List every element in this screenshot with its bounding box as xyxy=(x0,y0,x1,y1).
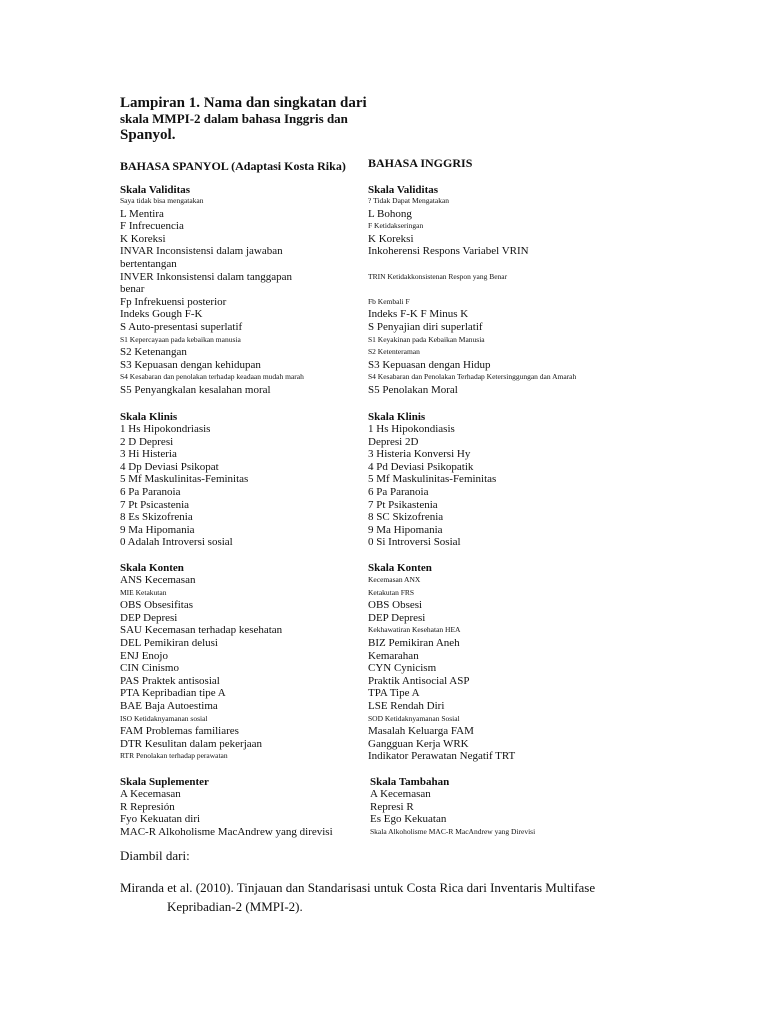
scale-item: SOD Ketidaknyamanan Sosial xyxy=(368,713,460,723)
scale-item: DEP Depresi xyxy=(120,611,178,624)
scale-item: OBS Obsesifitas xyxy=(120,599,194,612)
scale-item: S5 Penolakan Moral xyxy=(368,383,458,396)
scale-item: PAS Praktek antisosial xyxy=(120,674,220,687)
scale-item: Indeks F-K F Minus K xyxy=(368,308,469,321)
source-label: Diambil dari: xyxy=(120,848,190,863)
scale-item: INVER Inkonsistensi dalam tanggapan xyxy=(120,270,292,283)
scale-item: Indikator Perawatan Negatif TRT xyxy=(368,750,516,763)
scale-item: Kemarahan xyxy=(368,649,419,662)
scale-item: ANS Kecemasan xyxy=(120,574,196,586)
scale-item: L Bohong xyxy=(368,207,412,220)
left-supplementary-title: Skala Suplementer xyxy=(120,776,209,788)
scale-item: F Ketidakseringan xyxy=(368,221,424,231)
title-line-2: skala MMPI-2 dalam bahasa Inggris dan xyxy=(120,111,348,126)
scale-item: S1 Kepercayaan pada kebaikan manusia xyxy=(120,334,241,344)
right-clinical-list xyxy=(368,423,496,549)
scale-item: DTR Kesulitan dalam pekerjaan xyxy=(120,737,263,750)
scale-item: 6 Pa Paranoia xyxy=(368,485,429,498)
scale-item: BAE Baja Autoestima xyxy=(120,699,218,712)
scale-item: 7 Pt Psicastenia xyxy=(120,498,190,511)
scale-item: RTR Penolakan terhadap perawatan xyxy=(120,751,228,761)
scale-item: Ketakutan FRS xyxy=(368,587,415,597)
title-line-3: Spanyol. xyxy=(120,127,176,143)
scale-item: ? Tidak Dapat Mengatakan xyxy=(368,196,450,205)
left-clinical-title: Skala Klinis xyxy=(120,411,178,423)
left-content-list xyxy=(120,574,282,763)
scale-item: Saya tidak bisa mengatakan xyxy=(120,196,204,205)
scale-item: Fp Infrekuensi posterior xyxy=(120,295,227,308)
scale-item: TRIN Ketidakkonsistenan Respon yang Benar xyxy=(368,271,508,281)
scale-item: PTA Kepribadian tipe A xyxy=(120,687,226,700)
scale-item: 8 Es Skizofrenia xyxy=(120,511,193,524)
right-content-list xyxy=(368,574,515,763)
scale-item: Kekhawatiran Kesehatan HEA xyxy=(368,625,461,635)
scale-item: 3 Histeria Konversi Hy xyxy=(368,448,471,461)
scale-item: 6 Pa Paranoia xyxy=(120,485,181,498)
scale-item: K Koreksi xyxy=(368,232,414,245)
scale-item: L Mentira xyxy=(120,207,164,220)
scale-item: R Represión xyxy=(120,800,175,813)
reference-line-2: Kepribadian-2 (MMPI-2). xyxy=(167,899,303,914)
scale-item: S2 Ketenteraman xyxy=(368,347,420,357)
scale-item: 5 Mf Maskulinitas-Feminitas xyxy=(120,473,249,486)
scale-item: 5 Mf Maskulinitas-Feminitas xyxy=(368,473,497,486)
scale-item: A Kecemasan xyxy=(370,788,431,800)
scale-item xyxy=(368,283,576,296)
scale-item: 9 Ma Hipomania xyxy=(368,523,443,536)
left-column-header: BAHASA SPANYOL (Adaptasi Kosta Rika) xyxy=(120,159,346,173)
scale-item: 9 Ma Hipomania xyxy=(120,523,195,536)
scale-item: Fb Kembali F xyxy=(368,296,410,306)
scale-item: MIE Ketakutan xyxy=(120,587,167,597)
right-clinical-title: Skala Klinis xyxy=(368,411,426,423)
scale-item: TPA Tipe A xyxy=(368,687,420,700)
scale-item: CIN Cinismo xyxy=(120,662,179,675)
scale-item: S Penyajian diri superlatif xyxy=(368,320,483,333)
scale-item: SAU Kecemasan terhadap kesehatan xyxy=(120,624,283,637)
scale-item: MAC-R Alkoholisme MacAndrew yang direvisi xyxy=(120,825,333,838)
scale-item: S4 Kesabaran dan Penolakan Terhadap Ketersinggungan dan Amarah xyxy=(368,372,577,382)
scale-item: F Infrecuencia xyxy=(120,220,184,233)
scale-item: 1 Hs Hipokondriasis xyxy=(120,423,211,435)
scale-item: LSE Rendah Diri xyxy=(368,699,445,712)
scale-item: FAM Problemas familiares xyxy=(120,725,239,738)
scale-item: 2 D Depresi xyxy=(120,435,174,448)
scale-item: Masalah Keluarga FAM xyxy=(368,725,474,738)
scale-item: benar xyxy=(120,283,145,296)
left-supplementary-list xyxy=(120,788,333,838)
scale-item: Indeks Gough F-K xyxy=(120,308,203,321)
scale-item: 7 Pt Psikastenia xyxy=(368,498,438,511)
left-validity-title: Skala Validitas xyxy=(120,184,191,196)
right-content-title: Skala Konten xyxy=(368,562,432,574)
scale-item: 1 Hs Hipokondiasis xyxy=(368,423,455,435)
scale-item: Inkoherensi Respons Variabel VRIN xyxy=(368,245,529,258)
title-line-1: Lampiran 1. Nama dan singkatan dari xyxy=(120,95,367,111)
right-column-header: BAHASA INGGRIS xyxy=(368,156,473,170)
right-validity-title: Skala Validitas xyxy=(368,184,439,196)
scale-item: INVAR Inconsistensi dalam jawaban xyxy=(120,245,283,258)
scale-item: 0 Si Introversi Sosial xyxy=(368,536,461,549)
scale-item: DEL Pemikiran delusi xyxy=(120,636,218,649)
left-clinical-list xyxy=(120,423,248,549)
scale-item: ENJ Enojo xyxy=(120,649,168,662)
scale-item: BIZ Pemikiran Aneh xyxy=(368,636,460,649)
scale-item: bertentangan xyxy=(120,257,177,270)
right-validity-list xyxy=(368,195,576,397)
scale-item: S3 Kepuasan dengan kehidupan xyxy=(120,358,261,371)
scale-item: A Kecemasan xyxy=(120,788,181,800)
scale-item: 0 Adalah Introversi sosial xyxy=(120,536,233,549)
left-content-title: Skala Konten xyxy=(120,562,184,574)
scale-item: 4 Pd Deviasi Psikopatik xyxy=(368,460,474,473)
scale-item: Praktik Antisocial ASP xyxy=(368,674,470,687)
scale-item: S3 Kepuasan dengan Hidup xyxy=(368,358,491,371)
right-supplementary-title: Skala Tambahan xyxy=(370,776,450,788)
scale-item: ISO Ketidaknyamanan sosial xyxy=(120,713,208,723)
scale-item: 8 SC Skizofrenia xyxy=(368,511,444,524)
reference-line-1: Miranda et al. (2010). Tinjauan dan Standarisasi untuk Costa Rica dari Inventaris Multifase xyxy=(120,880,596,895)
scale-item: Skala Alkoholisme MAC-R MacAndrew yang Direvisi xyxy=(370,826,536,836)
scale-item: Depresi 2D xyxy=(368,435,419,448)
scale-item: S2 Ketenangan xyxy=(120,346,187,359)
scale-item: K Koreksi xyxy=(120,232,166,245)
scale-item: Gangguan Kerja WRK xyxy=(368,737,469,750)
left-validity-list xyxy=(120,195,304,397)
scale-item: 4 Dp Deviasi Psikopat xyxy=(120,460,219,473)
scale-item: S1 Keyakinan pada Kebaikan Manusia xyxy=(368,334,485,344)
scale-item: S4 Kesabaran dan penolakan terhadap keadaan mudah marah xyxy=(120,372,304,382)
scale-item: Kecemasan ANX xyxy=(368,575,421,584)
scale-item xyxy=(368,258,576,271)
scale-item: S Auto-presentasi superlatif xyxy=(120,320,243,333)
scale-item: OBS Obsesi xyxy=(368,599,423,612)
scale-item: CYN Cynicism xyxy=(368,662,437,675)
scale-item: DEP Depresi xyxy=(368,611,426,624)
scale-item: 3 Hi Histeria xyxy=(120,448,177,461)
scale-item: S5 Penyangkalan kesalahan moral xyxy=(120,383,271,396)
scale-item: Fyo Kekuatan diri xyxy=(120,813,201,826)
right-supplementary-list xyxy=(370,788,535,838)
scale-item: Represi R xyxy=(370,800,414,813)
scale-item: Es Ego Kekuatan xyxy=(370,813,447,826)
